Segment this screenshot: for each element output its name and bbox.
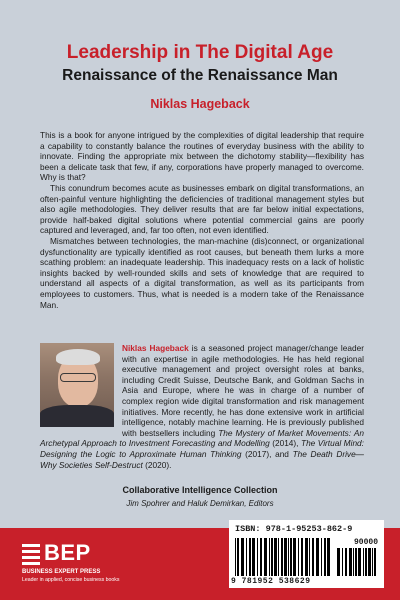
series-editors: Jim Spohrer and Haluk Demirkan, Editors [126,499,274,508]
series-name: Collaborative Intelligence Collection [122,485,278,495]
isbn-text: ISBN: 978-1-95253-862-9 [235,524,353,534]
book-title: Leadership in The Digital Age [66,42,334,63]
author-bio [40,343,364,470]
bio-text: (2017), and [241,448,293,459]
author-name: Niklas Hageback [150,97,250,111]
bio-book-title: The Mystery of Market Movements: An Archetypal Approach to Investment Forecasting and Modelling [40,427,364,449]
publisher-logo-icon [22,544,40,566]
description-paragraph: Mismatches between technologies, the man-machine (dis)connect, or organizational dysfunctionality are typically identified as root causes, but beneath them lurks a more scathing problem: an inadequate leadership. This inadequacy rests on a lack of holistic insights backed by well-rounded skills and sets of knowledge that are required to understand all aspects of a digital transformation, as well as its participants from employees to customers. Thus, what is needed is a modern take of the Renaissance Man. [40,235,364,310]
barcode-icon [235,538,333,576]
author-photo [40,343,114,427]
price-code: 90000 [353,538,378,547]
bio-text: (2020). [142,459,172,470]
bio-text: is a seasoned project manager/change leader with an expertise in agile methodologies. He has held regional executive management and project oversight roles at banks, including Credit Suisse, Deutsche Bank, and Goldman Sachs in Asia and Europe, where he was in charge of a number of complex region wide digital transformation and risk management initiatives. More recently, he has done extensive work in artificial intelligence, notably machine learning. He is previously published with bestsellers including [122,343,364,438]
author-hair [56,349,100,365]
bio-text: (2014), [269,438,301,449]
publisher-name: BUSINESS EXPERT PRESS [22,569,101,575]
description-paragraph: This is a book for anyone intrigued by the complexities of digital leadership that require a capability to constantly balance the routines of everyday business with the ability to innovate. Finding the appropriate mix between the dichotomy stability—flexibility has been a delicate task that few, if any, corporations have properly managed to overcome. Why is that? [40,130,364,183]
barcode-area [229,520,384,588]
bio-book-title: The Virtual Mind: Designing the Logic to Approximate Human Thinking [40,438,364,459]
author-shirt [40,405,114,427]
barcode-digits: 9 781952 538629 [231,577,311,586]
bio-author-name: Niklas Hageback [122,343,189,353]
publisher-tagline: Leader in applied, concise business books [22,577,120,583]
publisher-logo-text: BEP [44,540,91,565]
book-description [40,130,364,310]
description-paragraph: This conundrum becomes acute as businesses embark on digital transformations, an often-painful venture highlighting the deficiencies of traditional management styles but also agile methodologies. They deliver results that are far below initial expectations, provide half-baked digital solutions where potential commercial gains are poorly captured and leveraged, and, far too often, not even identified. [40,182,364,236]
price-barcode-icon [337,548,377,576]
author-glasses [60,373,96,382]
book-subtitle: Renaissance of the Renaissance Man [62,67,338,84]
publisher-logo [22,540,142,590]
bio-book-title: The Death Drive—Why Societies Self-Destruct [40,448,364,470]
